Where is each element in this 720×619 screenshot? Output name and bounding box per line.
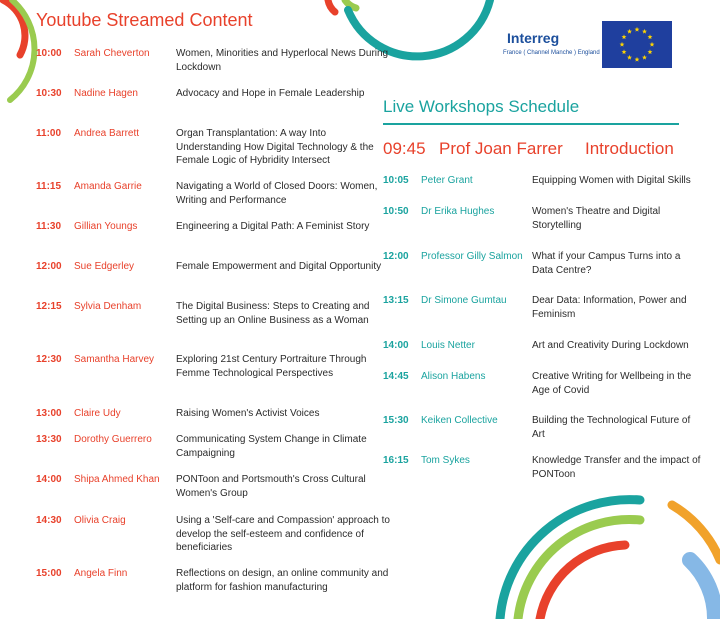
eu-star-icon [635, 57, 640, 62]
session-speaker: Andrea Barrett [74, 128, 140, 139]
arc-bottom-right-orange [672, 505, 720, 560]
interreg-logo-subtitle: France ( Channel Manche ) England [503, 50, 600, 56]
eu-star-icon [642, 29, 647, 34]
arc-bottom-right-blue [690, 560, 715, 619]
session-speaker: Dr Erika Hughes [421, 206, 495, 217]
session-time: 10:05 [383, 175, 409, 186]
eu-star-icon [622, 49, 627, 54]
session-title: Raising Women's Activist Voices [176, 408, 320, 419]
interreg-logo [503, 28, 600, 64]
intro-speaker: Prof Joan Farrer [439, 139, 563, 158]
youtube-section-title: Youtube Streamed Content [36, 10, 253, 30]
eu-star-icon [627, 55, 632, 60]
eu-star-icon [635, 27, 640, 32]
session-title: Female Empowerment and Digital Opportunity [176, 261, 382, 272]
intro-time: 09:45 [383, 139, 426, 158]
session-time: 12:00 [36, 261, 62, 272]
session-time: 14:00 [36, 474, 62, 485]
session-time: 14:30 [36, 515, 62, 526]
arc-top-center-red [328, 0, 335, 12]
eu-star-icon [627, 29, 632, 34]
session-speaker: Alison Habens [421, 371, 486, 382]
eu-star-icon [622, 34, 627, 39]
session-title: Navigating a World of Closed Doors: Women, Writing and Performance [176, 181, 378, 206]
session-speaker: Gillian Youngs [74, 221, 138, 232]
session-title: Advocacy and Hope in Female Leadership [176, 88, 365, 99]
eu-star-icon [650, 42, 655, 47]
session-time: 10:00 [36, 48, 62, 59]
session-time: 12:30 [36, 354, 62, 365]
session-time: 11:15 [36, 181, 62, 192]
session-title: Reflections on design, an online community and platform for fashion manufacturing [176, 568, 389, 593]
session-speaker: Angela Finn [74, 568, 128, 579]
session-title: Women's Theatre and Digital Storytelling [532, 206, 661, 231]
session-time: 12:00 [383, 251, 409, 262]
session-speaker: Dorothy Guerrero [74, 434, 152, 445]
session-title: The Digital Business: Steps to Creating and Setting up an Online Business as a Woman [176, 301, 370, 326]
session-time: 10:50 [383, 206, 409, 217]
session-speaker: Claire Udy [74, 408, 121, 419]
session-time: 14:45 [383, 371, 409, 382]
session-title: Exploring 21st Century Portraiture Through Femme Technological Perspectives [176, 354, 367, 379]
session-speaker: Louis Netter [421, 340, 475, 351]
session-speaker: Samantha Harvey [74, 354, 155, 365]
session-title: Art and Creativity During Lockdown [532, 340, 689, 351]
session-speaker: Amanda Garrie [74, 181, 142, 192]
session-time: 12:15 [36, 301, 62, 312]
eu-star-icon [642, 55, 647, 60]
session-time: 13:30 [36, 434, 62, 445]
session-speaker: Peter Grant [421, 175, 473, 186]
session-speaker: Sylvia Denham [74, 301, 142, 312]
session-speaker: Sarah Cheverton [74, 48, 150, 59]
arc-bottom-right-red [540, 545, 625, 619]
eu-stars-icon [602, 21, 672, 68]
eu-star-icon [648, 34, 653, 39]
session-title: Equipping Women with Digital Skills [532, 175, 691, 186]
session-time: 15:00 [36, 568, 62, 579]
session-speaker: Nadine Hagen [74, 88, 138, 99]
session-time: 10:30 [36, 88, 62, 99]
session-title: Building the Technological Future of Art [532, 415, 691, 440]
session-speaker: Shipa Ahmed Khan [74, 474, 160, 485]
session-title: Women, Minorities and Hyperlocal News During Lockdown [176, 48, 389, 73]
intro-session [383, 139, 674, 159]
session-title: PONToon and Portsmouth's Cross Cultural Women's Group [176, 474, 366, 499]
workshops-section-title: Live Workshops Schedule [383, 97, 580, 116]
eu-star-icon [620, 42, 625, 47]
session-time: 15:30 [383, 415, 409, 426]
session-title: Knowledge Transfer and the impact of PONToon [532, 455, 701, 480]
session-title: Using a 'Self-care and Compassion' approach to develop the self-esteem and confidence of beneficiaries [176, 515, 390, 553]
session-time: 16:15 [383, 455, 409, 466]
session-speaker: Tom Sykes [421, 455, 470, 466]
session-time: 13:00 [36, 408, 62, 419]
intro-title: Introduction [585, 139, 674, 158]
session-time: 11:00 [36, 128, 62, 139]
session-time: 14:00 [383, 340, 409, 351]
session-speaker: Sue Edgerley [74, 261, 135, 272]
session-speaker: Professor Gilly Salmon [421, 251, 523, 262]
session-speaker: Dr Simone Gumtau [421, 295, 507, 306]
eu-flag [602, 21, 672, 68]
session-title: Creative Writing for Wellbeing in the Age of Covid [532, 371, 692, 396]
session-title: Engineering a Digital Path: A Feminist Story [176, 221, 370, 232]
session-title: Communicating System Change in Climate Campaigning [176, 434, 367, 459]
session-title: Dear Data: Information, Power and Feminism [532, 295, 687, 320]
eu-star-icon [648, 49, 653, 54]
interreg-logo-text: Interreg [507, 30, 560, 46]
session-speaker: Keiken Collective [421, 415, 498, 426]
session-time: 11:30 [36, 221, 62, 232]
session-title: What if your Campus Turns into a Data Centre? [532, 251, 681, 276]
session-speaker: Olivia Craig [74, 515, 126, 526]
session-time: 13:15 [383, 295, 409, 306]
workshops-title-underline [383, 123, 679, 125]
session-title: Organ Transplantation: A way Into Understanding How Digital Technology & the Female Logic of Hybridity Intersect [176, 128, 374, 166]
